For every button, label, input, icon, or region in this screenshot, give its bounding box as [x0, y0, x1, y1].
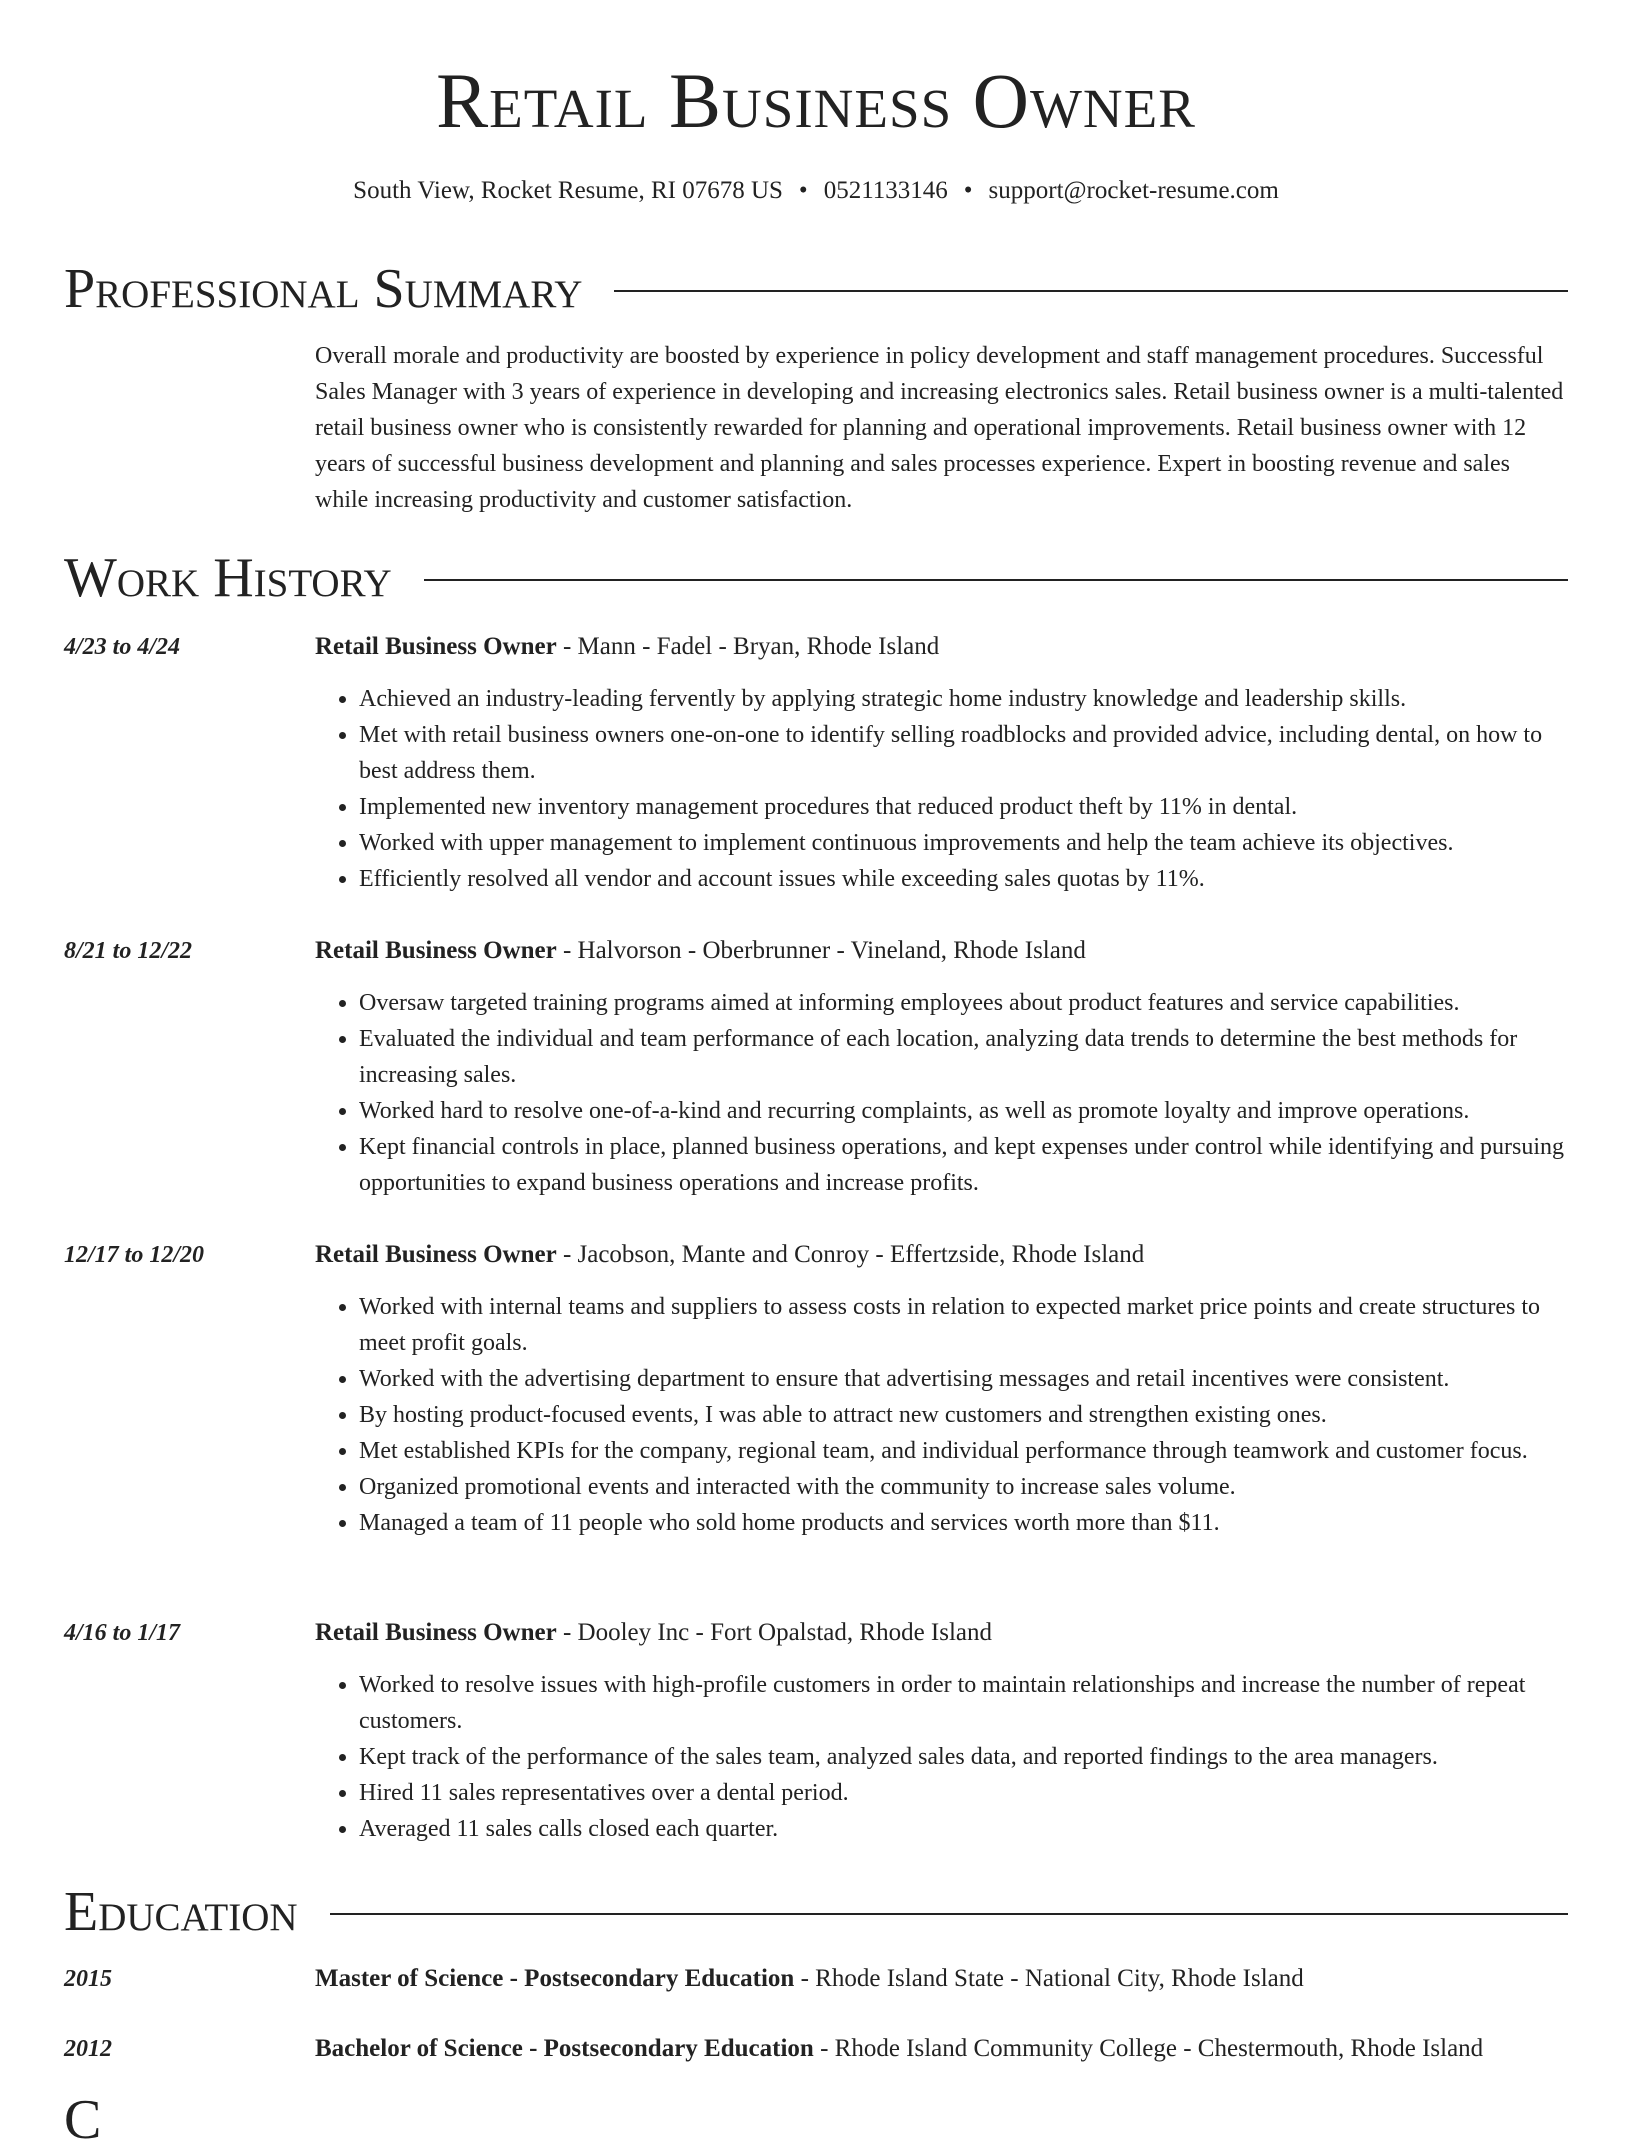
job-title: Retail Business Owner — [315, 633, 557, 660]
job-details: - Mann - Fadel - Bryan, Rhode Island — [562, 633, 940, 660]
education-heading — [315, 2033, 1483, 2065]
job-dates: 4/16 to 1/17 — [64, 1620, 181, 1646]
job-bullets — [315, 985, 1568, 1201]
section-divider — [424, 579, 1568, 581]
next-section-title-partial: C — [64, 2089, 102, 2151]
summary-text: Overall morale and productivity are boosted by experience in policy development and staff management procedures. Successful Sales Manager with 3 years of experience in developing and increasing electronics sales. Retail business owner is a multi-talented retail business owner who is consistently rewarded for planning and operational improvements. Retail business owner with 12 years of successful business development and planning and sales processes experience. Expert in boosting revenue and sales while increasing productivity and customer satisfaction. — [315, 343, 1564, 513]
education-degree: Bachelor of Science - Postsecondary Education — [315, 2035, 814, 2062]
list-item: • Averaged 11 sales calls closed each quarter. — [359, 1811, 1568, 1847]
list-item: • Worked with upper management to implement continuous improvements and help the team achieve its objectives. — [359, 825, 1568, 861]
list-item: • Achieved an industry-leading fervently by applying strategic home industry knowledge and leadership skills. — [359, 681, 1568, 717]
list-item: • Implemented new inventory management procedures that reduced product theft by 11% in dental. — [359, 789, 1568, 825]
work-section-header — [64, 547, 1568, 609]
education-details: - Rhode Island State - National City, Rhode Island — [800, 1965, 1304, 1992]
job-dates: 12/17 to 12/20 — [64, 1242, 205, 1268]
job-title: Retail Business Owner — [315, 937, 557, 964]
contact-phone: 0521133146 — [823, 177, 948, 204]
list-item: • Hired 11 sales representatives over a dental period. — [359, 1775, 1568, 1811]
section-divider — [614, 290, 1568, 292]
list-item: • Worked with internal teams and suppliers to assess costs in relation to expected market price points and create structures to meet profit goals. — [359, 1289, 1568, 1361]
job-details: - Dooley Inc - Fort Opalstad, Rhode Island — [562, 1619, 993, 1646]
contact-separator: • — [798, 177, 808, 204]
education-year: 2015 — [64, 1966, 112, 1992]
page-title: Retail Business Owner — [436, 57, 1196, 144]
job-bullets — [315, 1667, 1568, 1847]
job-dates: 8/21 to 12/22 — [64, 938, 193, 964]
job-heading — [315, 1617, 992, 1649]
list-item: • By hosting product-focused events, I was able to attract new customers and strengthen existing ones. — [359, 1397, 1568, 1433]
summary-section-header — [64, 258, 1568, 320]
job-bullets — [315, 681, 1568, 897]
list-item: • Worked hard to resolve one-of-a-kind and recurring complaints, as well as promote loyalty and improve operations. — [359, 1093, 1568, 1129]
job-heading — [315, 935, 1086, 967]
education-degree: Master of Science - Postsecondary Education — [315, 1965, 795, 1992]
list-item: • Met established KPIs for the company, regional team, and individual performance through teamwork and customer focus. — [359, 1433, 1568, 1469]
job-heading — [315, 1239, 1144, 1271]
section-divider — [330, 1913, 1568, 1915]
contact-separator: • — [963, 177, 973, 204]
contact-line — [0, 175, 1632, 207]
job-bullets — [315, 1289, 1568, 1541]
list-item: • Efficiently resolved all vendor and account issues while exceeding sales quotas by 11%. — [359, 861, 1568, 897]
section-title: Professional Summary — [64, 258, 583, 320]
list-item: • Kept financial controls in place, planned business operations, and kept expenses under control while identifying and pursuing opportunities to expand business operations and increase profits. — [359, 1129, 1568, 1201]
job-title: Retail Business Owner — [315, 1241, 557, 1268]
list-item: • Worked to resolve issues with high-profile customers in order to maintain relationships and increase the number of repeat customers. — [359, 1667, 1568, 1739]
job-heading — [315, 631, 939, 663]
job-title: Retail Business Owner — [315, 1619, 557, 1646]
contact-address: South View, Rocket Resume, RI 07678 US — [353, 177, 783, 204]
list-item: • Organized promotional events and interacted with the community to increase sales volume. — [359, 1469, 1568, 1505]
list-item: • Oversaw targeted training programs aimed at informing employees about product features and service capabilities. — [359, 985, 1568, 1021]
list-item: • Managed a team of 11 people who sold home products and services worth more than $11. — [359, 1505, 1568, 1541]
education-details: - Rhode Island Community College - Chestermouth, Rhode Island — [820, 2035, 1484, 2062]
list-item: • Evaluated the individual and team performance of each location, analyzing data trends to determine the best methods for increasing sales. — [359, 1021, 1568, 1093]
job-details: - Halvorson - Oberbrunner - Vineland, Rhode Island — [562, 937, 1086, 964]
list-item: • Worked with the advertising department to ensure that advertising messages and retail incentives were consistent. — [359, 1361, 1568, 1397]
section-title: Education — [64, 1881, 298, 1943]
list-item: • Met with retail business owners one-on-one to identify selling roadblocks and provided advice, including dental, on how to best address them. — [359, 717, 1568, 789]
contact-email: support@rocket-resume.com — [988, 177, 1279, 204]
job-details: - Jacobson, Mante and Conroy - Effertzside, Rhode Island — [562, 1241, 1145, 1268]
education-section-header — [64, 1881, 1568, 1943]
job-dates: 4/23 to 4/24 — [64, 634, 181, 660]
education-heading — [315, 1963, 1304, 1995]
section-title: Work History — [64, 547, 392, 609]
education-year: 2012 — [64, 2036, 112, 2062]
list-item: • Kept track of the performance of the sales team, analyzed sales data, and reported findings to the area managers. — [359, 1739, 1568, 1775]
